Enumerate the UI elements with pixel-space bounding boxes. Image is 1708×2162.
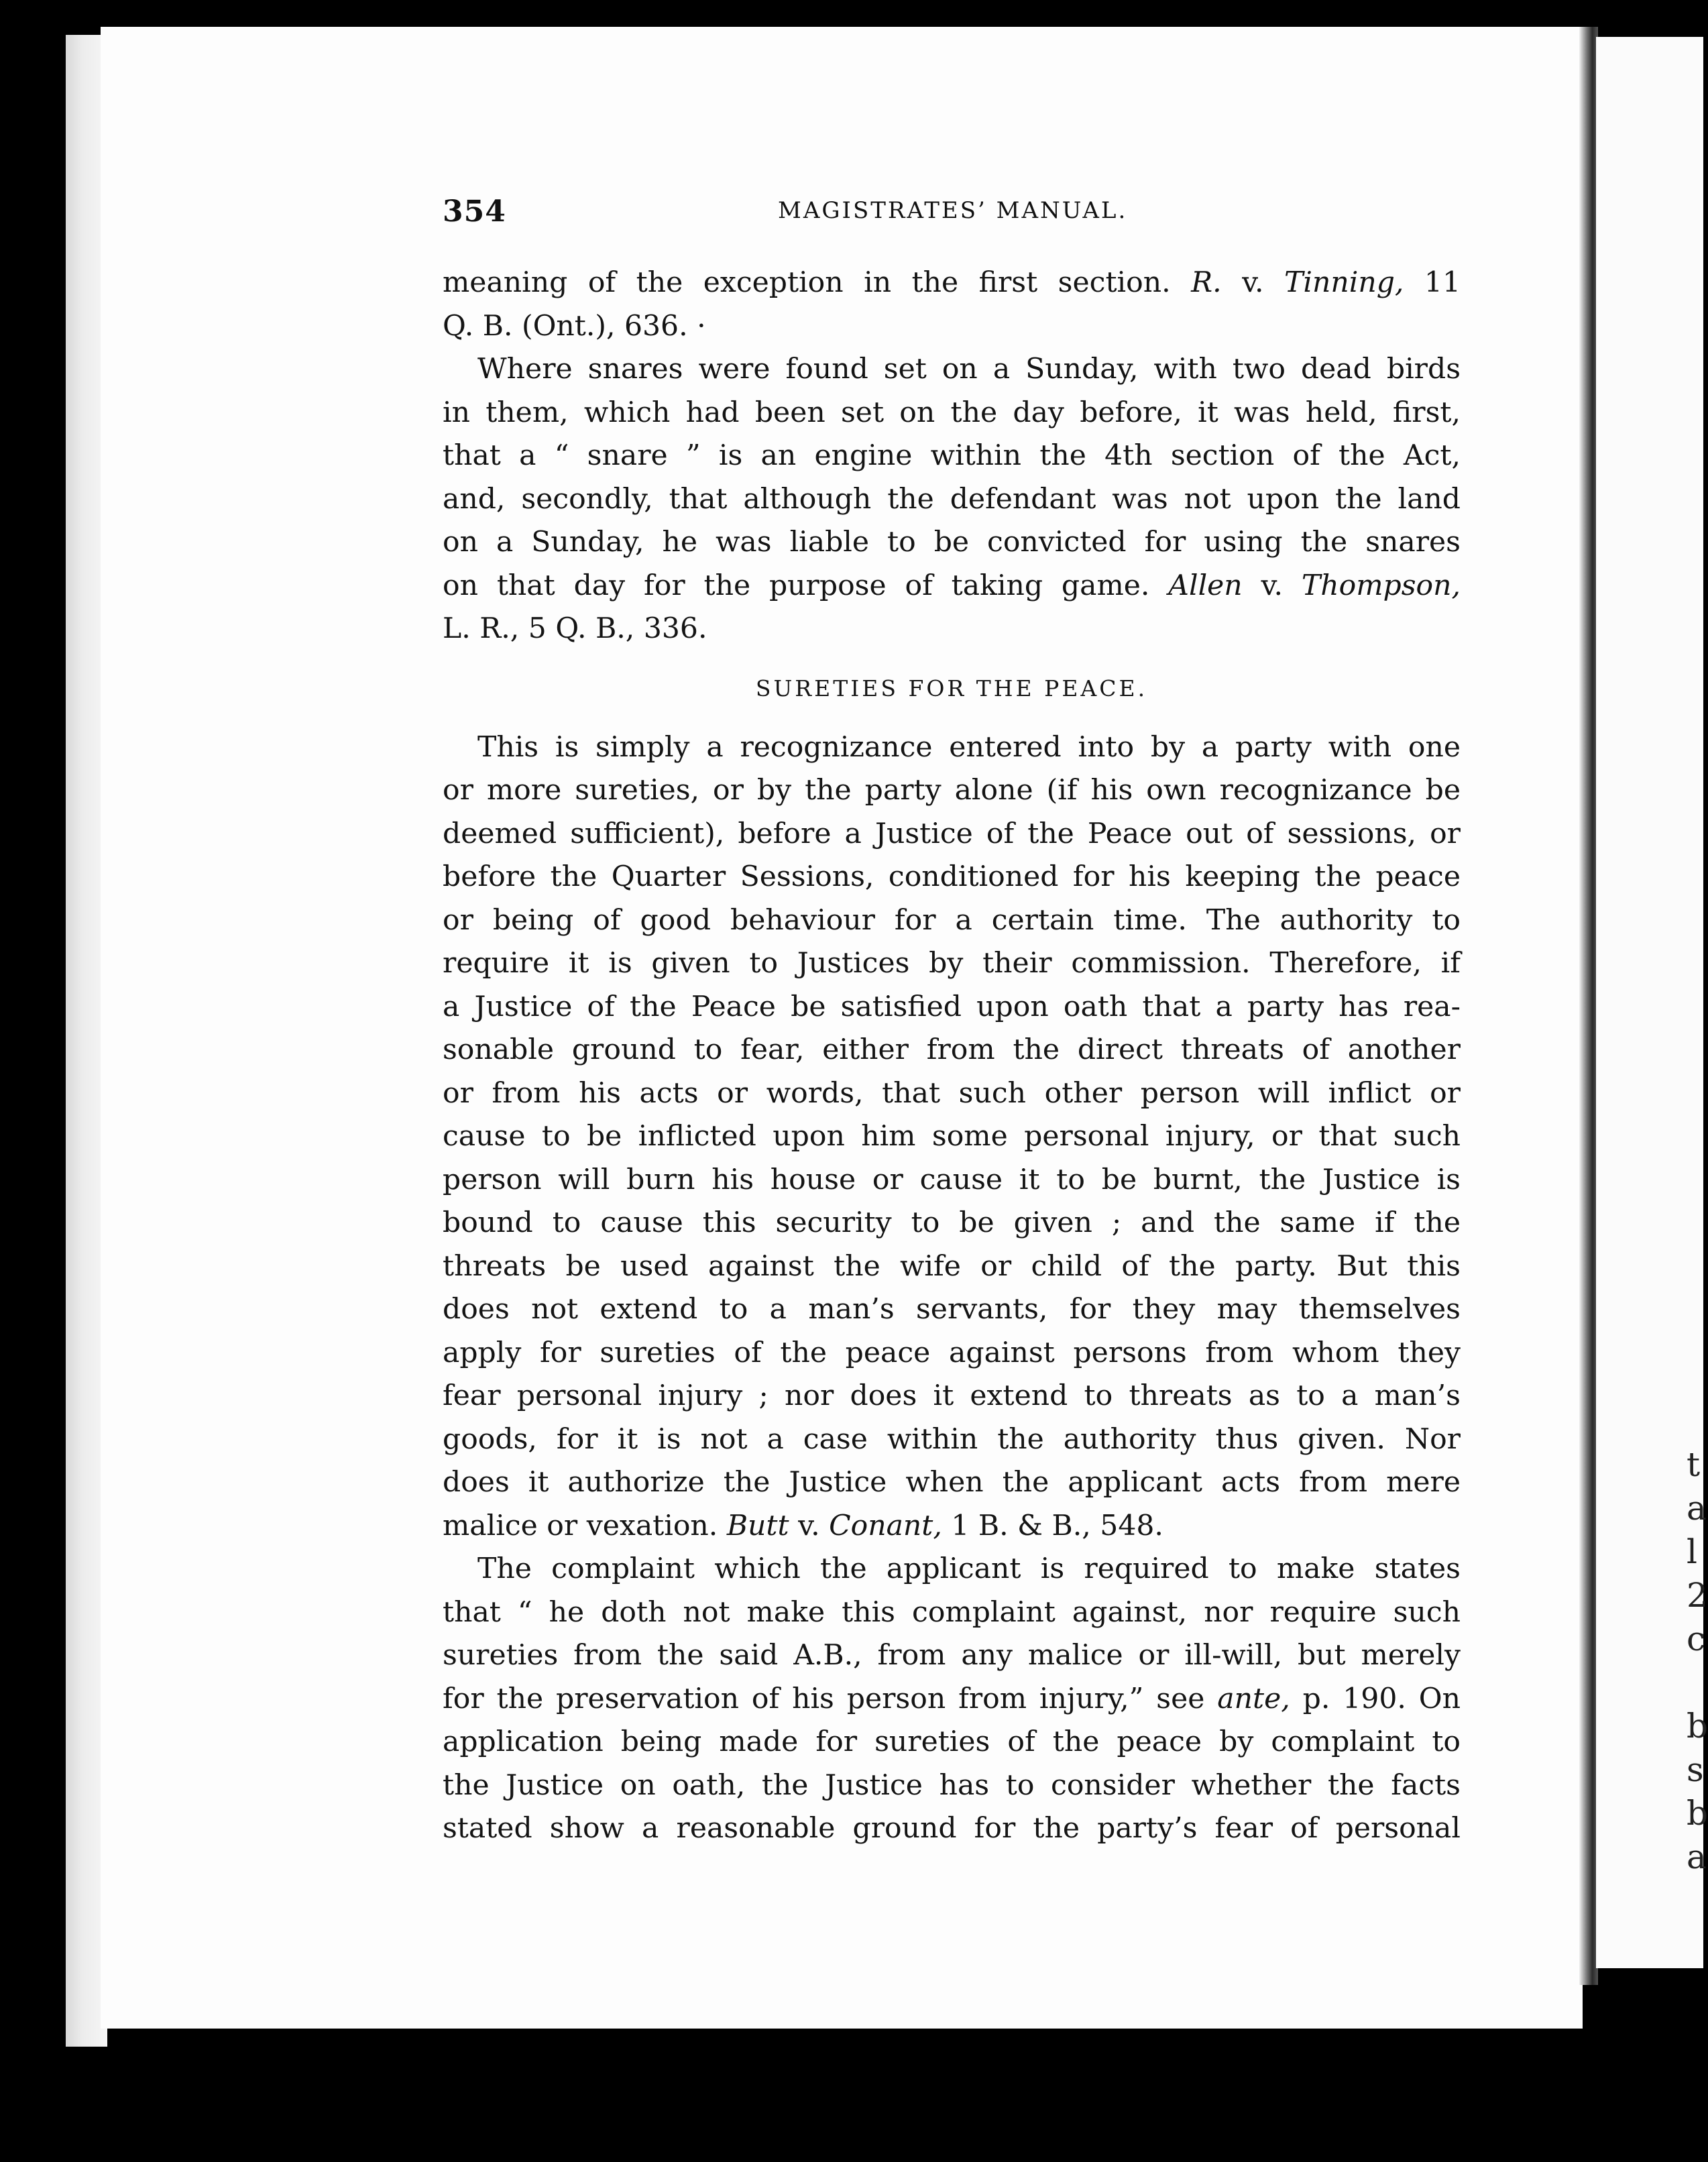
text-line: before the Quarter Sessions, conditioned for his keeping the peace	[443, 860, 1461, 893]
section-heading: SURETIES FOR THE PEACE.	[755, 675, 1148, 701]
facing-fragment: a	[1687, 1489, 1707, 1528]
text-line: bound to cause this security to be given ; and the same if the	[443, 1206, 1461, 1239]
paragraph	[443, 1548, 1461, 1851]
text-line: sonable ground to fear, either from the direct threats of another	[443, 1033, 1461, 1066]
paragraph	[443, 348, 1461, 651]
text-line: that “ he doth not make this complaint against, nor require such	[443, 1595, 1461, 1629]
text-line: does not extend to a man’s servants, for they may themselves	[443, 1293, 1461, 1326]
text-line: application being made for sureties of the peace by complaint to	[443, 1725, 1461, 1758]
text-line: cause to be inflicted upon him some personal injury, or that such	[443, 1120, 1461, 1153]
facing-fragment: t	[1687, 1445, 1701, 1484]
text-line: meaning of the exception in the first section. R. v. Tinning, 11	[443, 266, 1461, 299]
text-line: threats be used against the wife or child of the party. But this	[443, 1249, 1461, 1283]
text-line: the Justice on oath, the Justice has to consider whether the facts	[443, 1768, 1461, 1802]
facing-page	[1596, 37, 1706, 1968]
text-line: or from his acts or words, that such other person will inflict or	[443, 1076, 1461, 1110]
text-line: fear personal injury ; nor does it extend to threats as to a man’s	[443, 1379, 1461, 1412]
facing-fragment: 2	[1687, 1576, 1708, 1615]
text-line: for the preservation of his person from injury,” see ante, p. 190. On	[443, 1682, 1461, 1715]
text-line: person will burn his house or cause it to be burnt, the Justice is	[443, 1163, 1461, 1196]
text-line: apply for sureties of the peace against persons from whom they	[443, 1336, 1461, 1369]
text-line: L. R., 5 Q. B., 336.	[443, 612, 707, 645]
text-line: and, secondly, that although the defendant was not upon the land	[443, 482, 1461, 516]
text-line: on a Sunday, he was liable to be convicted for using the snares	[443, 526, 1461, 559]
facing-fragment: b	[1687, 1707, 1708, 1746]
facing-fragment: c	[1687, 1619, 1706, 1658]
facing-fragment: a	[1687, 1837, 1707, 1876]
text-line: or being of good behaviour for a certain time. The authority to	[443, 903, 1461, 937]
text-line: stated show a reasonable ground for the party’s fear of personal	[443, 1812, 1461, 1845]
facing-fragment: s	[1687, 1750, 1704, 1789]
text-line: deemed sufficient), before a Justice of the Peace out of sessions, or	[443, 817, 1461, 850]
paragraph	[443, 262, 1461, 348]
text-line: Q. B. (Ont.), 636. ·	[443, 309, 706, 343]
case-citation-line: on that day for the purpose of taking game. Allen v. Thompson,	[443, 569, 1461, 602]
text-line: a Justice of the Peace be satisfied upon oath that a party has rea-	[443, 990, 1461, 1023]
text-line: or more sureties, or by the party alone (if his own recognizance be	[443, 774, 1461, 807]
text-line: goods, for it is not a case within the authority thus given. Nor	[443, 1422, 1461, 1456]
text-line: in them, which had been set on the day before, it was held, first,	[443, 396, 1461, 429]
book-gutter	[1579, 27, 1598, 1985]
facing-fragment: l	[1687, 1532, 1697, 1571]
text-line: sureties from the said A.B., from any malice or ill-will, but merely	[443, 1639, 1461, 1672]
text-line: The complaint which the applicant is required to make states	[477, 1552, 1461, 1585]
text-line: Where snares were found set on a Sunday, with two dead birds	[477, 353, 1461, 386]
running-title: MAGISTRATES’ MANUAL.	[778, 197, 1128, 224]
page-number: 354	[443, 194, 506, 229]
case-citation-line: malice or vexation. Butt v. Conant, 1 B. & B., 548.	[443, 1509, 1163, 1542]
text-line: require it is given to Justices by their commission. Therefore, if	[443, 947, 1461, 980]
paragraph	[443, 726, 1461, 1548]
text-line: This is simply a recognizance entered into by a party with one	[477, 730, 1461, 764]
text-line: that a “ snare ” is an engine within the 4th section of the Act,	[443, 439, 1461, 472]
facing-fragment: b	[1687, 1794, 1708, 1833]
body-text	[443, 262, 1461, 1851]
text-line: does it authorize the Justice when the applicant acts from mere	[443, 1466, 1461, 1499]
running-head	[443, 194, 1461, 235]
